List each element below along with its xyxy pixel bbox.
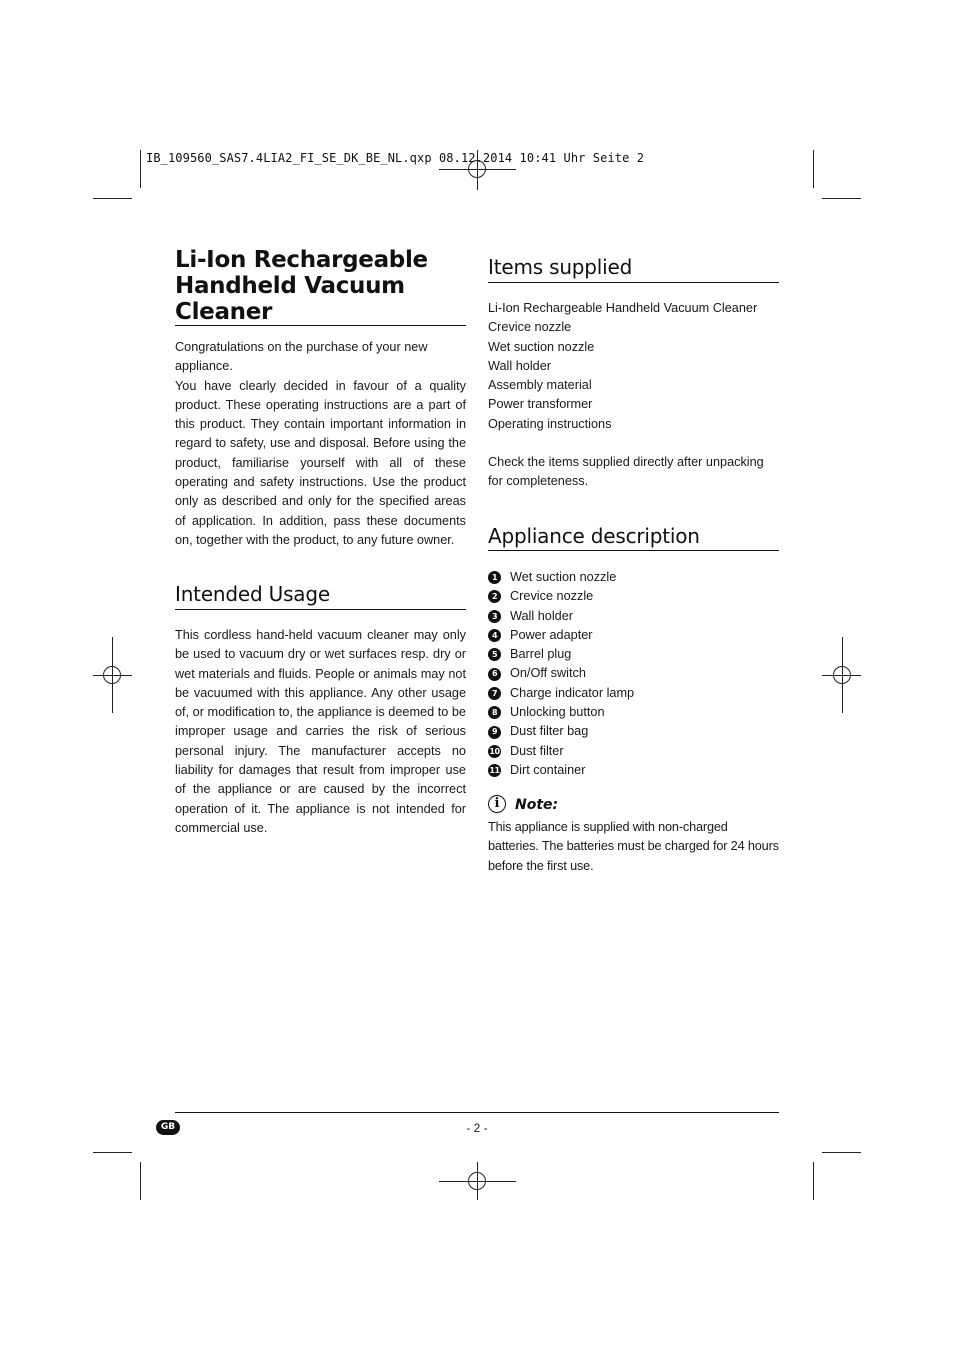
intended-usage-heading: Intended Usage — [175, 582, 330, 606]
list-item: Wet suction nozzle — [488, 339, 595, 354]
list-item — [488, 684, 779, 703]
list-item — [488, 664, 779, 683]
number-badge: 4 — [488, 629, 501, 642]
number-badge: 7 — [488, 687, 501, 700]
page-title: Li-Ion Rechargeable Handheld Vacuum Cleaner — [175, 247, 428, 325]
part-label: Wet suction nozzle — [510, 570, 617, 584]
note-paragraph: This appliance is supplied with non-charged batteries. The batteries must be charged for 24 hours before the first use. — [488, 820, 779, 873]
list-item — [488, 645, 779, 664]
items-supplied-list — [488, 299, 779, 434]
list-item: Assembly material — [488, 378, 592, 393]
list-item — [488, 568, 779, 587]
list-item — [488, 742, 779, 761]
part-label: Dirt container — [510, 762, 586, 777]
footer-rule — [175, 1112, 779, 1113]
number-badge: 11 — [488, 764, 501, 777]
intended-usage-rule — [175, 609, 466, 610]
items-supplied-rule — [488, 282, 779, 283]
list-item — [488, 722, 779, 741]
items-check-paragraph: Check the items supplied directly after unpacking for completeness. — [488, 455, 764, 489]
appliance-description-heading: Appliance description — [488, 524, 700, 548]
note-text — [488, 818, 779, 876]
number-badge: 5 — [488, 648, 501, 661]
title-rule — [175, 325, 466, 326]
language-badge: GB — [156, 1120, 180, 1135]
list-item: Operating instructions — [488, 416, 612, 431]
intro-text — [175, 338, 466, 550]
list-item — [488, 587, 779, 606]
appliance-description-rule — [488, 550, 779, 551]
part-label: Dust filter bag — [510, 724, 589, 739]
page-number: - 2 - — [466, 1121, 488, 1135]
note-label: Note: — [515, 797, 559, 813]
list-item — [488, 607, 779, 626]
part-label: Wall holder — [510, 608, 573, 623]
number-badge: 6 — [488, 668, 501, 681]
part-label: Dust filter — [510, 743, 564, 758]
list-item — [488, 703, 779, 722]
part-label: Unlocking button — [510, 705, 605, 720]
intended-usage-text — [175, 626, 466, 838]
list-item: Li-Ion Rechargeable Handheld Vacuum Cleaner — [488, 301, 758, 315]
part-label: On/Off switch — [510, 666, 586, 681]
intro-paragraph: You have clearly decided in favour of a quality product. These operating instructions are a part of this product. They contain important information in regard to safety, use and disposal. Before using the product, familiarise yourself with all of these operating and safety instructions. Use the product only as described and only for the specified areas of application. In addition, pass these documents on, together with the product, to any future owner. — [175, 378, 466, 547]
number-badge: 10 — [488, 745, 501, 758]
number-badge: 2 — [488, 590, 501, 603]
list-item: Crevice nozzle — [488, 320, 572, 335]
number-badge: 3 — [488, 610, 501, 623]
items-supplied-heading: Items supplied — [488, 255, 633, 279]
part-label: Power adapter — [510, 627, 593, 642]
number-badge: 8 — [488, 706, 501, 719]
appliance-parts-list — [488, 568, 779, 780]
number-badge: 1 — [488, 571, 501, 584]
list-item — [488, 626, 779, 645]
part-label: Charge indicator lamp — [510, 685, 635, 700]
part-label: Barrel plug — [510, 647, 572, 662]
number-badge: 9 — [488, 726, 501, 739]
part-label: Crevice nozzle — [510, 589, 594, 604]
list-item: Wall holder — [488, 358, 551, 373]
info-icon: i — [488, 795, 506, 813]
print-slug: IB_109560_SAS7.4LIA2_FI_SE_DK_BE_NL.qxp 08.12.2014 10:41 Uhr Seite 2 — [146, 151, 645, 165]
items-check-text — [488, 453, 779, 492]
intro-paragraph: Congratulations on the purchase of your new appliance. — [175, 340, 428, 374]
list-item — [488, 761, 779, 780]
list-item: Power transformer — [488, 397, 593, 412]
intended-usage-paragraph: This cordless hand-held vacuum cleaner may only be used to vacuum dry or wet surfaces resp. dry or wet materials and fluids. People or animals may not be vacuumed with this appliance. Any other usage of, or modification to, the appliance is deemed to be improper usage and carries the risk of serious personal injury. The manufacturer accepts no liability for damages that result from improper use of the appliance or are caused by the incorrect operation of it. The appliance is not intended for commercial use. — [175, 628, 466, 835]
